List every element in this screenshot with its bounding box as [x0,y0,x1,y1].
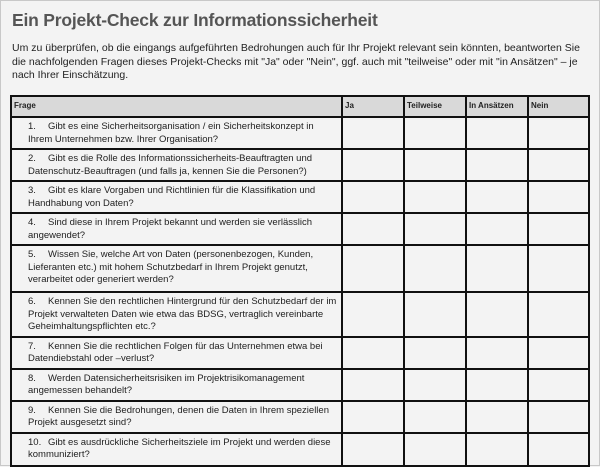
answer-cell-ja[interactable] [342,245,404,292]
answer-cell-teilweise[interactable] [404,245,466,292]
answer-cell-in-ansaetzen[interactable] [466,369,528,401]
answer-cell-ja[interactable] [342,292,404,337]
answer-cell-teilweise[interactable] [404,213,466,245]
table-row [11,369,589,401]
question-text: Gibt es ausdrückliche Sicherheitsziele im Projekt und werden diese kommuniziert? [28,436,331,460]
answer-cell-nein[interactable] [528,337,589,369]
question-number: 10. [28,436,42,448]
question-number: 5. [28,249,36,260]
answer-cell-in-ansaetzen[interactable] [466,337,528,369]
answer-cell-nein[interactable] [528,149,589,181]
header-frage: Frage [11,96,342,117]
table-row [11,117,589,149]
header-nein: Nein [528,96,589,117]
answer-cell-teilweise[interactable] [404,337,466,369]
question-text: Werden Datensicherheitsrisiken im Projektrisikomanagement angemessen behandelt? [28,372,305,396]
answer-cell-ja[interactable] [342,401,404,433]
answer-cell-nein[interactable] [528,401,589,433]
table-row [11,213,589,245]
question-number: 7. [28,340,36,352]
answer-cell-teilweise[interactable] [404,181,466,213]
answer-cell-teilweise[interactable] [404,292,466,337]
question-cell [11,117,342,149]
question-cell [11,337,342,369]
answer-cell-ja[interactable] [342,149,404,181]
answer-cell-ja[interactable] [342,369,404,401]
answer-cell-ja[interactable] [342,117,404,149]
table-row [11,181,589,213]
question-cell [11,401,342,433]
question-cell [11,181,342,213]
answer-cell-nein[interactable] [528,433,589,466]
answer-cell-ja[interactable] [342,181,404,213]
answer-cell-teilweise[interactable] [404,117,466,149]
question-text: Gibt es klare Vorgaben und Richtlinien für die Klassifikation und Handhabung von Daten? [28,185,316,209]
answer-cell-ja[interactable] [342,337,404,369]
answer-cell-in-ansaetzen[interactable] [466,213,528,245]
table-row [11,337,589,369]
table-row [11,245,589,292]
checklist-table [10,95,590,467]
answer-cell-in-ansaetzen[interactable] [466,245,528,292]
question-cell [11,149,342,181]
question-number: 6. [28,296,36,307]
question-text: Kennen Sie die Bedrohungen, denen die Daten in Ihrem speziellen Projekt ausgesetzt sind? [28,404,329,428]
question-cell [11,213,342,245]
intro-text: Um zu überprüfen, ob die eingangs aufgeführten Bedrohungen auch für Ihr Projekt relevant sein könnten, beantworten Sie die nachfolgenden Fragen dieses Projekt-Checks mit "Ja" oder "Nein", ggf. auch mit "teilweise" oder mit "in Ansätzen" – je nach Ihrer Einschätzung. [12,42,580,81]
header-in-ansaetzen: In Ansätzen [466,96,528,117]
answer-cell-nein[interactable] [528,245,589,292]
question-number: 9. [28,404,36,416]
answer-cell-ja[interactable] [342,433,404,466]
answer-cell-in-ansaetzen[interactable] [466,181,528,213]
answer-cell-nein[interactable] [528,181,589,213]
answer-cell-teilweise[interactable] [404,149,466,181]
question-cell [11,245,342,292]
table-header-row [11,96,589,117]
answer-cell-nein[interactable] [528,369,589,401]
answer-cell-in-ansaetzen[interactable] [466,401,528,433]
page-title: Ein Projekt-Check zur Informationssicherheit [12,10,378,30]
table-row [11,292,589,337]
answer-cell-in-ansaetzen[interactable] [466,117,528,149]
question-cell [11,369,342,401]
table-row [11,433,589,466]
answer-cell-teilweise[interactable] [404,369,466,401]
header-teilweise: Teilweise [404,96,466,117]
answer-cell-in-ansaetzen[interactable] [466,149,528,181]
answer-cell-nein[interactable] [528,292,589,337]
answer-cell-teilweise[interactable] [404,401,466,433]
question-text: Kennen Sie die rechtlichen Folgen für das Unternehmen etwa bei Datendiebstahl oder –verlust? [28,340,323,364]
question-number: 4. [28,217,36,228]
table-row [11,401,589,433]
question-number: 1. [28,121,36,132]
answer-cell-nein[interactable] [528,117,589,149]
question-text: Wissen Sie, welche Art von Daten (personenbezogen, Kunden, Lieferanten etc.) mit hohem Schutzbedarf in Ihrem Projekt genutzt, verarbeitet oder generiert werden? [28,249,314,285]
question-text: Kennen Sie den rechtlichen Hintergrund für den Schutzbedarf der im Projekt verwalteten Daten wie etwa das BDSG, vertraglich vereinbarte Geheimhaltungspflichten etc.? [28,296,337,332]
answer-cell-teilweise[interactable] [404,433,466,466]
question-number: 2. [28,153,36,164]
header-ja: Ja [342,96,404,117]
question-number: 3. [28,185,36,196]
question-text: Sind diese in Ihrem Projekt bekannt und werden sie verlässlich angewendet? [28,217,313,241]
answer-cell-ja[interactable] [342,213,404,245]
question-number: 8. [28,372,36,384]
answer-cell-in-ansaetzen[interactable] [466,292,528,337]
question-text: Gibt es eine Sicherheitsorganisation / ein Sicherheitskonzept in Ihrem Unternehmen bzw. Ihrer Organisation? [28,121,314,145]
question-cell [11,433,342,466]
question-text: Gibt es die Rolle des Informationssicherheits-Beauftragten und Datenschutz-Beauftragen (und falls ja, kennen Sie die Personen?) [28,153,313,177]
question-cell [11,292,342,337]
answer-cell-in-ansaetzen[interactable] [466,433,528,466]
answer-cell-nein[interactable] [528,213,589,245]
table-row [11,149,589,181]
